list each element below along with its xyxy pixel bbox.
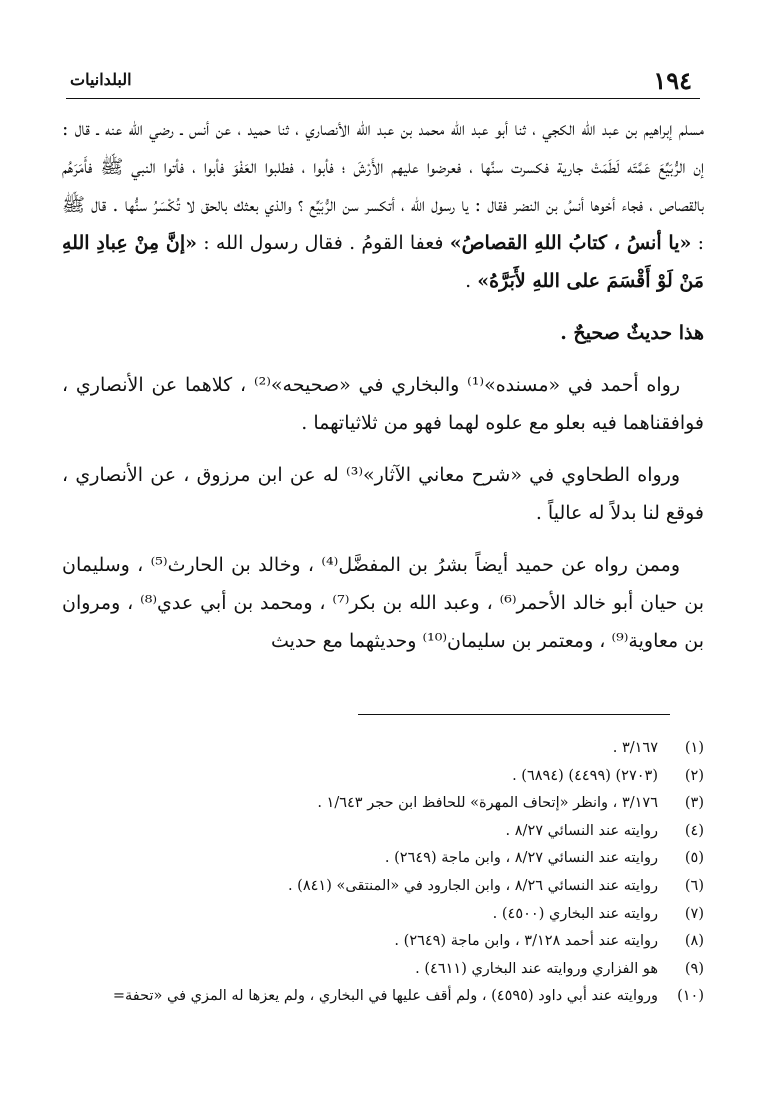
- footnote-text: هو الفزاري وروايته عند البخاري (٤٦١١) .: [415, 960, 658, 977]
- footnote-text: روايته عند النسائي ٨/٢٦ ، وابن الجارود في «المنتقى» (٨٤١) .: [287, 877, 658, 894]
- footnote-text: ٣/١٦٧ .: [612, 740, 658, 756]
- footnote: [62, 956, 704, 984]
- footnote-number: (٦): [684, 877, 704, 894]
- footnote-number: (١٠): [677, 988, 704, 1005]
- hadith-line: سن الرُّبَيِّع ؟ والذي بعثك بالحق لا تُكْسَرُ سنُّها . قال ﷺ :: [62, 194, 704, 254]
- footnote: [62, 763, 704, 791]
- footnote-text: روايته عند النسائي ٨/٢٧ .: [505, 822, 658, 839]
- footnote: [62, 790, 704, 818]
- main-text: [62, 110, 704, 660]
- commentary-paragraph: ورواه الطحاوي في «شرح معاني الآثار»⁽³⁾ له عن ابن مرزوق ، عن الأنصاري ، فوقع لنا بدلاً له عالياً .: [62, 464, 704, 524]
- footnote-text: (٢٧٠٣) (٤٤٩٩) (٦٨٩٤) .: [512, 767, 658, 784]
- hadith-line: مسلم إبراهيم بن عبد الله الكجي ، ثنا أبو عبد الله محمد بن عبد الله الأنصاري ،: [295, 118, 704, 140]
- hadith-line: فعفا القومُ . فقال رسول الله :: [197, 232, 450, 254]
- footnote: [62, 983, 704, 1011]
- footnote-number: (١): [684, 740, 704, 756]
- running-head: البلدانيات: [70, 70, 132, 89]
- hadith-verdict: هذا حديثٌ صحيحٌ .: [560, 322, 704, 344]
- footnote-number: (٨): [684, 933, 704, 950]
- page-header: [66, 64, 700, 99]
- footnote: [62, 901, 704, 929]
- footnote: [62, 818, 704, 846]
- footnote-number: (٣): [684, 795, 704, 812]
- footnote: [62, 735, 704, 763]
- hadith-line: فأَمَرَهُم بالقصاص ، فجاء أخوها أنسُ بن النضر فقال : يا رسول الله ، أتكسر: [62, 156, 704, 216]
- footnote-text: ٣/١٧٦ ، وانظر «إتحاف المهرة» للحافظ ابن حجر ١/٦٤٣ .: [317, 795, 658, 812]
- page-number: ١٩٤: [653, 66, 692, 95]
- commentary-paragraph: رواه أحمد في «مسنده»⁽¹⁾ والبخاري في «صحيحه»⁽²⁾ ، كلاهما عن الأنصاري ، فوافقناهما فيه بعلو مع علوه لهما فهو من ثلاثياتهما .: [62, 374, 704, 434]
- footnote: [62, 845, 704, 873]
- prophet-quote: «يا أنسُ ، كتابُ اللهِ القصاصُ»: [449, 232, 692, 254]
- footnote-text: وروايته عند أبي داود (٤٥٩٥) ، ولم أقف عليها في البخاري ، ولم يعزها له المزي في «تحفة=: [112, 988, 658, 1005]
- prophet-quote: «إنَّ مِنْ عِبادِ اللهِ مَنْ لَوْ أَقْسَمَ على اللهِ لأَبَرَّهُ»: [62, 232, 704, 292]
- commentary-paragraph: وممن رواه عن حميد أيضاً بشرُ بن المفضَّل⁽⁴⁾ ، وخالد بن الحارث⁽⁵⁾ ، وسليمان بن حيان أبو خالد الأحمر⁽⁶⁾ ، وعبد الله بن بكر⁽⁷⁾ ، ومحمد بن أبي عدي⁽⁸⁾ ، ومروان بن معاوية⁽⁹⁾ ، ومعتمر بن سليمان⁽¹⁰⁾ وحديثهما مع حديث: [62, 554, 704, 652]
- hadith-paragraph: [62, 110, 704, 300]
- footnote: [62, 873, 704, 901]
- footnote-text: روايته عند النسائي ٨/٢٧ ، وابن ماجة (٢٦٤٩) .: [384, 850, 658, 867]
- hadith-line: ثنا حميد ، عن أنس ـ رضي الله عنه ـ قال : إن الرُّبَيِّعَ عَمَّتَه لَطَمَتْ جارية فكسرت: [62, 118, 705, 178]
- end-mark: .: [465, 270, 478, 292]
- hadith-line: سنَّها ، فعرضوا عليهم الأَرْشَ ؛ فأبوا ، فطلبوا العَفْوَ فأبوا ، فأتوا النبي ﷺ: [100, 156, 504, 178]
- footnote-number: (٢): [684, 767, 704, 784]
- footnote-text: روايته عند البخاري (٤٥٠٠) .: [492, 905, 658, 922]
- footnote: [62, 928, 704, 956]
- footnote-number: (٧): [684, 905, 704, 922]
- footnotes: [62, 735, 704, 1011]
- footnote-number: (٩): [684, 960, 704, 977]
- footnote-number: (٥): [684, 850, 704, 867]
- footnote-text: روايته عند أحمد ٣/١٢٨ ، وابن ماجة (٢٦٤٩) .: [394, 933, 658, 950]
- footnote-number: (٤): [684, 822, 704, 839]
- footnote-separator: [358, 714, 670, 715]
